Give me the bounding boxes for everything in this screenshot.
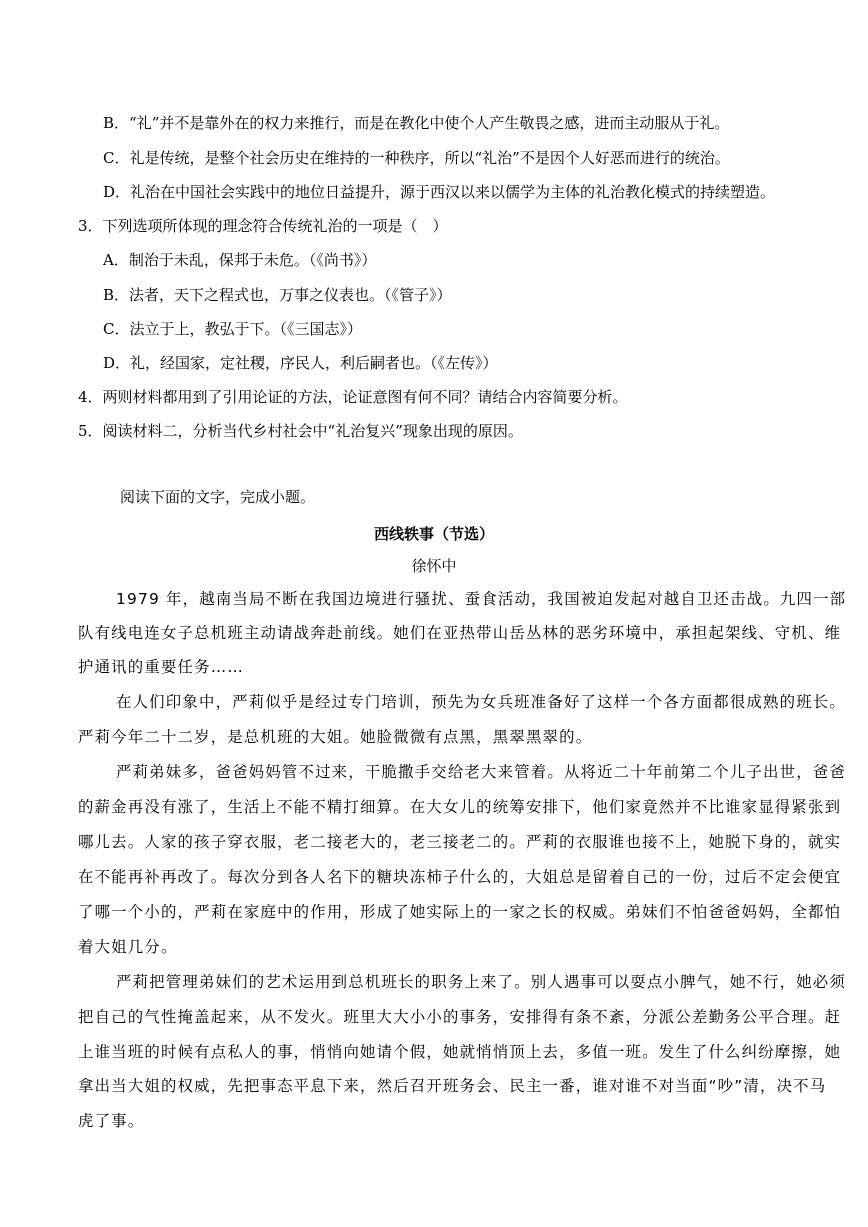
question-3-stem: 3．下列选项所体现的理念符合传统礼治的一项是（ ） [78,217,448,235]
question-4: 4．两则材料都用到了引用论证的方法，论证意图有何不同？请结合内容简要分析。 [78,388,628,406]
passage-author: 徐怀中 [411,557,457,575]
story-line: 把自己的气性掩盖起来，从不发火。班里大大小小的事务，安排得有条不紊，分派公差勤务公平合理。赶 [78,1008,842,1026]
question-5: 5．阅读材料二，分析当代乡村社会中“礼治复兴”现象出现的原因。 [78,422,523,440]
story-line: 在不能再补再改了。每次分到各人名下的糖块冻柿子什么的，大姐总是留着自己的一份，过后不定会便宜 [78,868,842,886]
story-line: 护通讯的重要任务…… [78,658,244,676]
story-line: 在人们印象中，严莉似乎是经过专门培训，预先为女兵班准备好了这样一个各方面都很成熟的班长。 [116,693,846,711]
story-line: 了哪一个小的，严莉在家庭中的作用，形成了她实际上的一家之长的权威。弟妹们不怕爸爸妈妈，全都怕 [78,903,842,921]
story-line: 着大姐几分。 [78,938,178,956]
story-line: 上谁当班的时候有点私人的事，悄悄向她请个假，她就悄悄顶上去，多值一班。发生了什么纠纷摩擦，她 [78,1043,842,1061]
story-line: 1979 年，越南当局不断在我国边境进行骚扰、蚕食活动，我国被迫发起对越自卫还击战。九四一部 [116,590,847,608]
story-line: 虎了事。 [78,1112,145,1130]
q3-option-a: A．制治于未乱，保邦于未危。（《尚书》） [103,251,377,269]
reading-instruction: 阅读下面的文字，完成小题。 [120,488,316,506]
story-line: 队有线电连女子总机班主动请战奔赴前线。她们在亚热带山岳丛林的恶劣环境中，承担起架线、守机、维 [78,624,842,642]
story-line: 哪儿去。人家的孩子穿衣服，老二接老大的，老三接老二的。严莉的衣服谁也接不上，她脱下身的，就实 [78,833,842,851]
passage-title: 西线轶事（节选） [373,525,494,543]
q3-option-b: B．法者，天下之程式也，万事之仪表也。（《管子》） [103,286,452,304]
option-b-prev: B．“礼”并不是靠外在的权力来推行，而是在教化中使个人产生敬畏之感，进而主动服从于礼。 [103,114,730,132]
story-line: 严莉把管理弟妹们的艺术运用到总机班长的职务上来了。别人遇事可以耍点小脾气，她不行，她必须 [116,973,846,991]
q3-option-d: D．礼，经国家，定社稷，序民人，利后嗣者也。（《左传》） [103,354,498,372]
story-line: 严莉今年二十二岁，是总机班的大姐。她脸微微有点黑，黑翠黑翠的。 [78,728,593,746]
option-c-prev: C．礼是传统，是整个社会历史在维持的一种秩序，所以“礼治”不是因个人好恶而进行的统治。 [103,149,730,167]
option-d-prev: D．礼治在中国社会实践中的地位日益提升，源于西汉以来以儒学为主体的礼治教化模式的持续塑造。 [103,183,776,201]
story-line: 拿出当大姐的权威，先把事态平息下来，然后召开班务会、民主一番，谁对谁不对当面“吵”清，决不马 [78,1077,827,1095]
story-line: 严莉弟妹多，爸爸妈妈管不过来，干脆撒手交给老大来管着。从将近二十年前第二个儿子出世，爸爸 [116,763,846,781]
q3-option-c: C．法立于上，教弘于下。（《三国志》） [103,320,362,338]
story-line: 的薪金再没有涨了，生活上不能不精打细算。在大女儿的统筹安排下，他们家竟然并不比谁家显得紧张到 [78,798,842,816]
